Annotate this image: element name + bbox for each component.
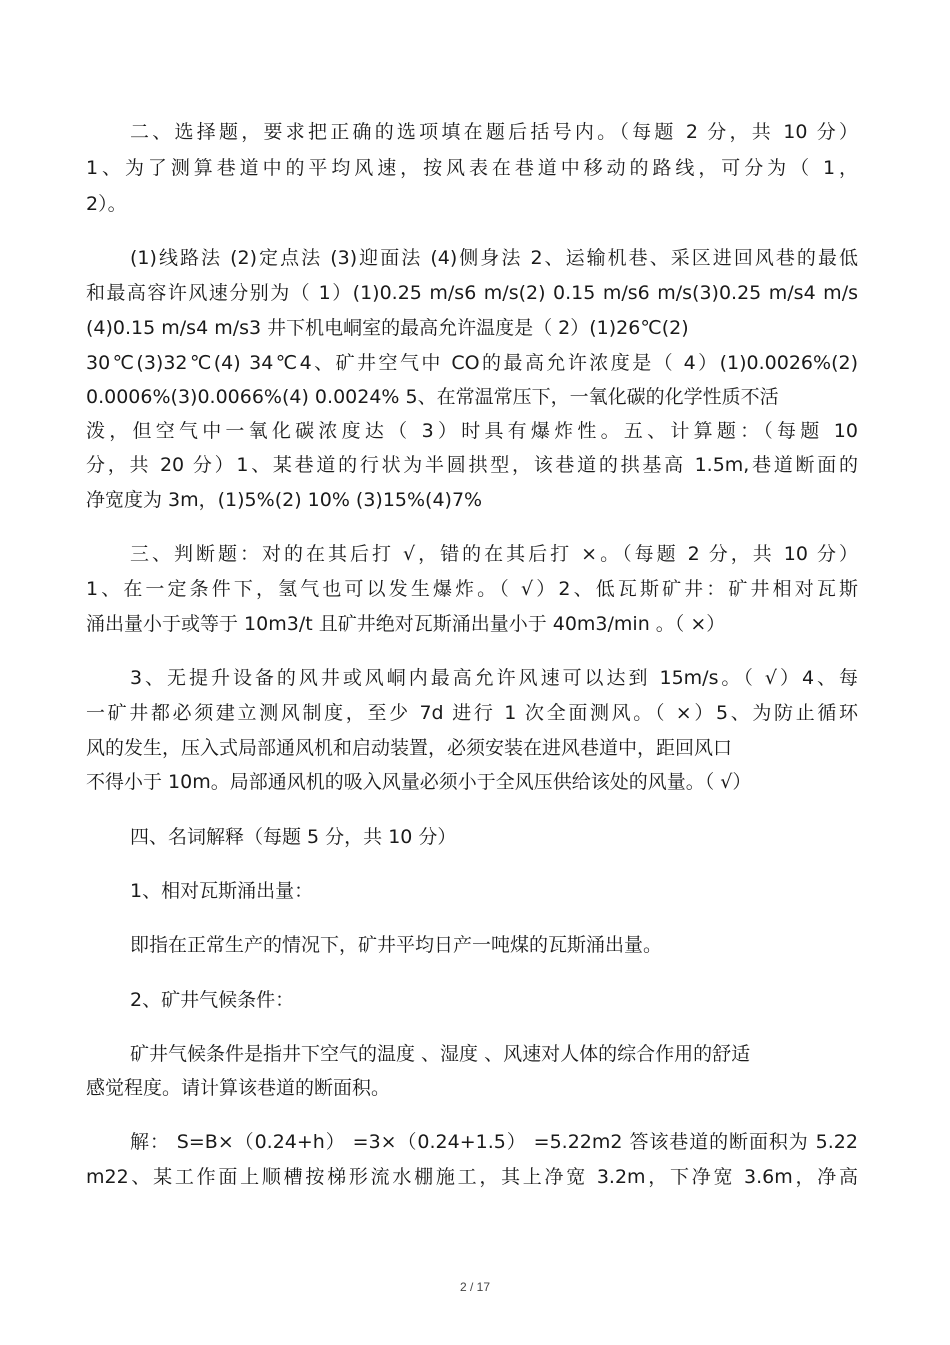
text-line: 涌出量小于或等于 10m3/t 且矿井绝对瓦斯涌出量小于 40m3/min 。（ ×） [86,613,726,635]
text-line: 和最高容许风速分别为（ 1）(1)0.25 m/s6 m/s(2) 0.15 m/s6 m/s(3)0.25 m/s4 m/s [86,282,858,304]
text-line: 30℃(3)32℃(4) 34℃4、矿井空气中 CO的最高允许浓度是（ 4）(1)0.0026%(2) [86,352,858,374]
text-line: 2）。 [86,193,127,215]
text-line: 风的发生，压入式局部通风机和启动装置，必须安装在进风巷道中，距回风口 [86,737,733,759]
text-line: m22、某工作面上顺槽按梯形流水棚施工，其上净宽 3.2m，下净宽 3.6m，净高 [86,1166,858,1188]
section-heading-true-false: 三、判断题：对的在其后打 √，错的在其后打 ×。（每题 2 分，共 10 分） [130,543,858,565]
text-line: 0.0006%(3)0.0066%(4) 0.0024% 5、在常温常压下，一氧化碳的化学性质不活 [86,386,779,408]
text-line: 净宽度为 3m，(1)5%(2) 10% (3)15%(4)7% [86,489,483,511]
text-line: 1、在一定条件下，氢气也可以发生爆炸。（ √）2、低瓦斯矿井：矿井相对瓦斯 [86,578,858,600]
text-line: 1、为了测算巷道中的平均风速，按风表在巷道中移动的路线，可分为（ 1， [86,157,858,179]
page-number: 2 / 17 [459,1280,491,1294]
section-heading-definitions: 四、名词解释（每题 5 分，共 10 分） [130,826,457,848]
text-line: 3、无提升设备的风井或风峒内最高允许风速可以达到 15m/s。（ √）4、每 [130,667,858,689]
definition-text: 感觉程度。请计算该巷道的断面积。 [86,1077,391,1099]
solution-text: 解： S=B×（0.24+h） =3×（0.24+1.5） =5.22m2 答该巷道的断面积为 5.22 [130,1131,858,1153]
text-line: 泼，但空气中一氧化碳浓度达（ 3）时具有爆炸性。五、计算题：（每题 10 [86,420,858,442]
text-line: 分，共 20 分）1、某巷道的行状为半圆拱型，该巷道的拱基高 1.5m,巷道断面的 [86,454,858,476]
section-heading-multiple-choice: 二、选择题，要求把正确的选项填在题后括号内。（每题 2 分，共 10 分） [130,121,858,143]
text-line: (4)0.15 m/s4 m/s3 井下机电峒室的最高允许温度是（ 2）(1)26℃(2) [86,317,689,339]
text-line: 一矿井都必须建立测风制度，至少 7d 进行 1 次全面测风。（ ×）5、为防止循环 [86,702,858,724]
definition-text: 即指在正常生产的情况下，矿井平均日产一吨煤的瓦斯涌出量。 [130,934,663,956]
definition-text: 矿井气候条件是指井下空气的温度 、湿度 、风速对人体的综合作用的舒适 [130,1043,751,1065]
text-line: (1)线路法 (2)定点法 (3)迎面法 (4)侧身法 2、运输机巷、采区进回风巷的最低 [130,247,858,269]
definition-title: 1、相对瓦斯涌出量： [130,880,314,902]
definition-title: 2、矿井气候条件： [130,989,295,1011]
text-line: 不得小于 10m。局部通风机的吸入风量必须小于全风压供给该处的风量。（ √） [86,771,752,793]
